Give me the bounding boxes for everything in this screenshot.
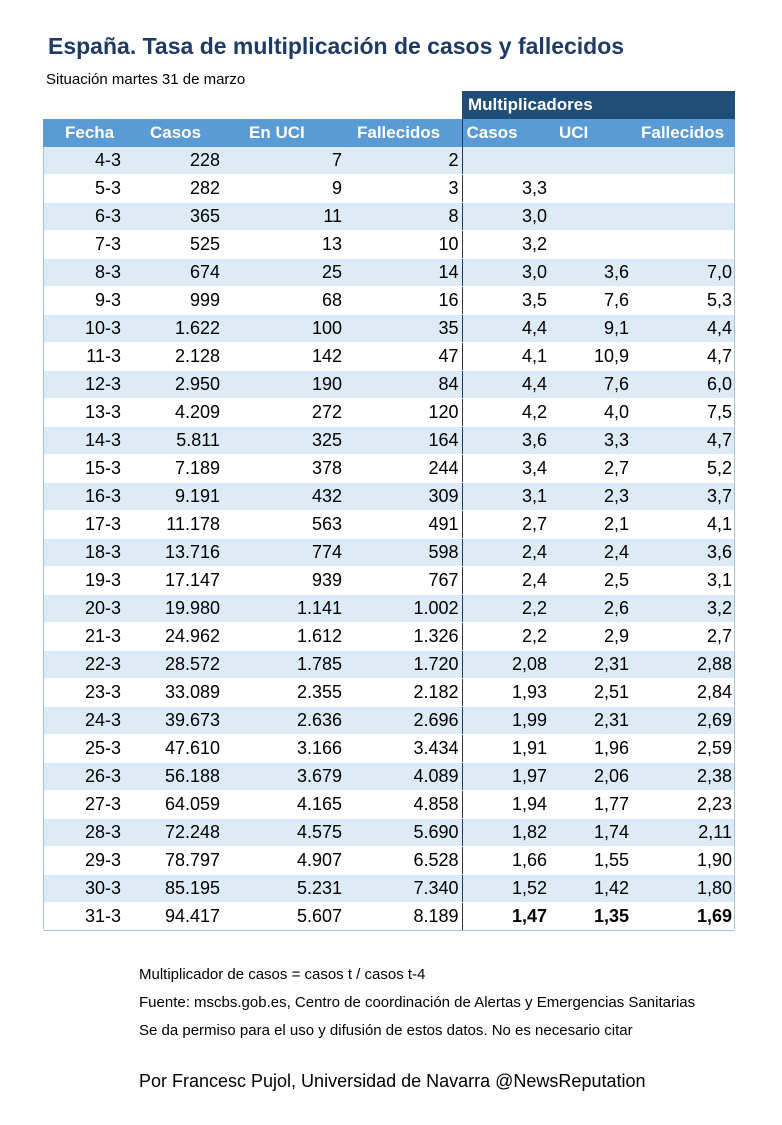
cell-fallecidos: 309 xyxy=(345,483,462,511)
cell-en-uci: 5.607 xyxy=(223,903,345,931)
cell-casos: 4.209 xyxy=(126,399,223,427)
cell-casos: 2.950 xyxy=(126,371,223,399)
cell-mult-fallecidos: 4,4 xyxy=(629,315,735,343)
cell-mult-fallecidos: 4,7 xyxy=(629,343,735,371)
cell-en-uci: 939 xyxy=(223,567,345,595)
header-fecha: Fecha xyxy=(43,119,126,147)
table-row xyxy=(43,343,735,371)
cell-casos: 17.147 xyxy=(126,567,223,595)
cell-casos: 28.572 xyxy=(126,651,223,679)
cell-mult-casos: 2,4 xyxy=(462,539,549,567)
cell-mult-casos: 1,47 xyxy=(462,903,549,931)
table-row xyxy=(43,511,735,539)
cell-mult-casos: 1,66 xyxy=(462,847,549,875)
cell-mult-casos: 3,1 xyxy=(462,483,549,511)
cell-mult-uci: 1,77 xyxy=(549,791,629,819)
cell-fecha: 23-3 xyxy=(43,679,126,707)
cell-fecha: 4-3 xyxy=(43,147,126,175)
cell-mult-uci: 1,96 xyxy=(549,735,629,763)
cell-en-uci: 142 xyxy=(223,343,345,371)
cell-mult-fallecidos: 7,5 xyxy=(629,399,735,427)
table-row xyxy=(43,707,735,735)
cell-mult-fallecidos: 3,2 xyxy=(629,595,735,623)
cell-mult-fallecidos: 5,3 xyxy=(629,287,735,315)
cell-en-uci: 4.907 xyxy=(223,847,345,875)
cell-mult-uci: 3,3 xyxy=(549,427,629,455)
cell-fallecidos: 6.528 xyxy=(345,847,462,875)
cell-mult-casos: 2,4 xyxy=(462,567,549,595)
cell-casos: 282 xyxy=(126,175,223,203)
table-row xyxy=(43,567,735,595)
cell-fecha: 14-3 xyxy=(43,427,126,455)
cell-en-uci: 432 xyxy=(223,483,345,511)
cell-en-uci: 11 xyxy=(223,203,345,231)
cell-mult-fallecidos: 2,23 xyxy=(629,791,735,819)
cell-mult-casos: 3,0 xyxy=(462,203,549,231)
cell-mult-uci: 7,6 xyxy=(549,287,629,315)
cell-fecha: 30-3 xyxy=(43,875,126,903)
table-row xyxy=(43,595,735,623)
note-formula: Multiplicador de casos = casos t / casos t-4 xyxy=(139,966,426,983)
cell-mult-casos: 2,7 xyxy=(462,511,549,539)
cell-mult-uci: 3,6 xyxy=(549,259,629,287)
cell-fallecidos: 16 xyxy=(345,287,462,315)
cell-fecha: 25-3 xyxy=(43,735,126,763)
cell-fecha: 11-3 xyxy=(43,343,126,371)
cell-fallecidos: 120 xyxy=(345,399,462,427)
cell-casos: 525 xyxy=(126,231,223,259)
cell-mult-fallecidos: 5,2 xyxy=(629,455,735,483)
cell-mult-uci xyxy=(549,203,629,231)
cell-casos: 39.673 xyxy=(126,707,223,735)
cell-casos: 365 xyxy=(126,203,223,231)
cell-mult-fallecidos: 7,0 xyxy=(629,259,735,287)
cell-casos: 24.962 xyxy=(126,623,223,651)
cell-mult-casos: 1,52 xyxy=(462,875,549,903)
cell-fallecidos: 7.340 xyxy=(345,875,462,903)
cell-fallecidos: 8 xyxy=(345,203,462,231)
cell-mult-fallecidos: 1,80 xyxy=(629,875,735,903)
cell-fallecidos: 244 xyxy=(345,455,462,483)
header-mult-fallecidos: Fallecidos xyxy=(629,119,735,147)
table-header-row xyxy=(43,119,735,147)
cell-mult-uci: 2,9 xyxy=(549,623,629,651)
header-en-uci: En UCI xyxy=(223,119,345,147)
cell-mult-uci: 2,06 xyxy=(549,763,629,791)
table-row xyxy=(43,651,735,679)
cell-mult-casos: 2,2 xyxy=(462,623,549,651)
cell-mult-casos: 2,2 xyxy=(462,595,549,623)
cell-en-uci: 2.355 xyxy=(223,679,345,707)
cell-casos: 7.189 xyxy=(126,455,223,483)
cell-fallecidos: 1.720 xyxy=(345,651,462,679)
cell-en-uci: 25 xyxy=(223,259,345,287)
notes-block xyxy=(139,961,695,1045)
cell-fecha: 12-3 xyxy=(43,371,126,399)
cell-mult-uci: 2,3 xyxy=(549,483,629,511)
cell-fallecidos: 10 xyxy=(345,231,462,259)
table-row xyxy=(43,483,735,511)
cell-mult-uci: 2,4 xyxy=(549,539,629,567)
cell-fecha: 13-3 xyxy=(43,399,126,427)
cell-en-uci: 774 xyxy=(223,539,345,567)
cell-mult-uci: 10,9 xyxy=(549,343,629,371)
cell-en-uci: 5.231 xyxy=(223,875,345,903)
cell-en-uci: 325 xyxy=(223,427,345,455)
cell-mult-casos: 3,0 xyxy=(462,259,549,287)
cell-fallecidos: 35 xyxy=(345,315,462,343)
cell-fecha: 19-3 xyxy=(43,567,126,595)
note-permission: Se da permiso para el uso y difusión de estos datos. No es necesario citar xyxy=(139,1022,633,1039)
cell-mult-uci xyxy=(549,175,629,203)
table-row xyxy=(43,427,735,455)
cell-mult-fallecidos: 2,84 xyxy=(629,679,735,707)
cell-casos: 9.191 xyxy=(126,483,223,511)
cell-mult-casos: 3,6 xyxy=(462,427,549,455)
cell-mult-fallecidos: 3,1 xyxy=(629,567,735,595)
table-left-border xyxy=(43,147,44,929)
cell-mult-fallecidos: 3,7 xyxy=(629,483,735,511)
table-row xyxy=(43,623,735,651)
cell-casos: 5.811 xyxy=(126,427,223,455)
table-row xyxy=(43,763,735,791)
cell-casos: 674 xyxy=(126,259,223,287)
cell-mult-fallecidos: 2,38 xyxy=(629,763,735,791)
cell-mult-casos: 3,3 xyxy=(462,175,549,203)
cell-fallecidos: 4.089 xyxy=(345,763,462,791)
cell-en-uci: 4.165 xyxy=(223,791,345,819)
cell-mult-casos xyxy=(462,147,549,175)
header-casos: Casos xyxy=(126,119,223,147)
table-row xyxy=(43,847,735,875)
cell-fecha: 9-3 xyxy=(43,287,126,315)
cell-fecha: 10-3 xyxy=(43,315,126,343)
cell-en-uci: 272 xyxy=(223,399,345,427)
cell-en-uci: 378 xyxy=(223,455,345,483)
table-row xyxy=(43,399,735,427)
table-row xyxy=(43,539,735,567)
table-row xyxy=(43,819,735,847)
cell-fallecidos: 5.690 xyxy=(345,819,462,847)
cell-mult-fallecidos: 6,0 xyxy=(629,371,735,399)
cell-fallecidos: 767 xyxy=(345,567,462,595)
table-row xyxy=(43,455,735,483)
cell-fecha: 8-3 xyxy=(43,259,126,287)
cell-fecha: 17-3 xyxy=(43,511,126,539)
cell-fecha: 31-3 xyxy=(43,903,126,931)
table-row xyxy=(43,231,735,259)
table-row xyxy=(43,735,735,763)
cell-casos: 33.089 xyxy=(126,679,223,707)
cell-en-uci: 100 xyxy=(223,315,345,343)
cell-en-uci: 563 xyxy=(223,511,345,539)
cell-mult-uci: 1,74 xyxy=(549,819,629,847)
cell-fallecidos: 2.696 xyxy=(345,707,462,735)
cell-en-uci: 13 xyxy=(223,231,345,259)
cell-en-uci: 2.636 xyxy=(223,707,345,735)
cell-mult-fallecidos: 3,6 xyxy=(629,539,735,567)
cell-mult-uci: 1,35 xyxy=(549,903,629,931)
cell-casos: 228 xyxy=(126,147,223,175)
multiplicadores-group-header: Multiplicadores xyxy=(462,91,735,119)
cell-casos: 2.128 xyxy=(126,343,223,371)
cell-casos: 47.610 xyxy=(126,735,223,763)
cell-fecha: 26-3 xyxy=(43,763,126,791)
cell-en-uci: 3.679 xyxy=(223,763,345,791)
cell-fallecidos: 3.434 xyxy=(345,735,462,763)
cell-mult-fallecidos: 1,90 xyxy=(629,847,735,875)
cell-fallecidos: 491 xyxy=(345,511,462,539)
cell-fecha: 28-3 xyxy=(43,819,126,847)
cell-mult-fallecidos: 2,11 xyxy=(629,819,735,847)
header-mult-uci: UCI xyxy=(549,119,629,147)
cell-mult-fallecidos: 2,88 xyxy=(629,651,735,679)
page-subtitle: Situación martes 31 de marzo xyxy=(46,71,246,88)
cell-fallecidos: 47 xyxy=(345,343,462,371)
cell-casos: 94.417 xyxy=(126,903,223,931)
cell-fallecidos: 1.002 xyxy=(345,595,462,623)
table-row xyxy=(43,875,735,903)
page-title: España. Tasa de multiplicación de casos y fallecidos xyxy=(48,33,625,59)
cell-fecha: 15-3 xyxy=(43,455,126,483)
cell-fallecidos: 84 xyxy=(345,371,462,399)
table-body xyxy=(43,147,735,931)
cell-mult-fallecidos: 4,7 xyxy=(629,427,735,455)
cell-fallecidos: 1.326 xyxy=(345,623,462,651)
cell-mult-fallecidos: 2,59 xyxy=(629,735,735,763)
cell-mult-fallecidos: 1,69 xyxy=(629,903,735,931)
cell-en-uci: 68 xyxy=(223,287,345,315)
cell-mult-casos: 2,08 xyxy=(462,651,549,679)
cell-fallecidos: 3 xyxy=(345,175,462,203)
cell-mult-uci: 4,0 xyxy=(549,399,629,427)
cell-mult-casos: 3,5 xyxy=(462,287,549,315)
cell-mult-casos: 1,97 xyxy=(462,763,549,791)
cell-mult-casos: 1,99 xyxy=(462,707,549,735)
table-row xyxy=(43,371,735,399)
cell-casos: 13.716 xyxy=(126,539,223,567)
cell-fecha: 21-3 xyxy=(43,623,126,651)
table-row xyxy=(43,259,735,287)
cell-en-uci: 7 xyxy=(223,147,345,175)
header-mult-casos: Casos xyxy=(462,119,549,147)
cell-mult-uci: 2,6 xyxy=(549,595,629,623)
cell-casos: 1.622 xyxy=(126,315,223,343)
cell-casos: 56.188 xyxy=(126,763,223,791)
table-row xyxy=(43,679,735,707)
cell-mult-casos: 1,91 xyxy=(462,735,549,763)
cell-en-uci: 1.612 xyxy=(223,623,345,651)
cell-mult-casos: 4,4 xyxy=(462,371,549,399)
cell-mult-casos: 4,4 xyxy=(462,315,549,343)
cell-fecha: 16-3 xyxy=(43,483,126,511)
cell-mult-fallecidos xyxy=(629,147,735,175)
cell-mult-uci: 9,1 xyxy=(549,315,629,343)
cell-fallecidos: 8.189 xyxy=(345,903,462,931)
cell-fallecidos: 4.858 xyxy=(345,791,462,819)
table-right-border xyxy=(734,147,735,929)
table-row xyxy=(43,287,735,315)
table-row xyxy=(43,147,735,175)
cell-mult-uci xyxy=(549,147,629,175)
table-row xyxy=(43,203,735,231)
cell-en-uci: 9 xyxy=(223,175,345,203)
cell-en-uci: 190 xyxy=(223,371,345,399)
cell-mult-casos: 3,4 xyxy=(462,455,549,483)
cell-fallecidos: 2 xyxy=(345,147,462,175)
cell-mult-uci: 2,5 xyxy=(549,567,629,595)
cell-fecha: 5-3 xyxy=(43,175,126,203)
cell-fecha: 6-3 xyxy=(43,203,126,231)
data-table xyxy=(43,119,735,931)
cell-fecha: 20-3 xyxy=(43,595,126,623)
table-row xyxy=(43,903,735,931)
cell-en-uci: 3.166 xyxy=(223,735,345,763)
cell-casos: 72.248 xyxy=(126,819,223,847)
cell-mult-fallecidos xyxy=(629,203,735,231)
cell-mult-uci: 7,6 xyxy=(549,371,629,399)
cell-fecha: 7-3 xyxy=(43,231,126,259)
cell-casos: 19.980 xyxy=(126,595,223,623)
cell-casos: 64.059 xyxy=(126,791,223,819)
cell-mult-uci: 1,55 xyxy=(549,847,629,875)
cell-en-uci: 1.785 xyxy=(223,651,345,679)
cell-mult-casos: 3,2 xyxy=(462,231,549,259)
cell-mult-uci: 2,31 xyxy=(549,651,629,679)
cell-mult-casos: 4,1 xyxy=(462,343,549,371)
cell-mult-uci: 1,42 xyxy=(549,875,629,903)
cell-mult-uci: 2,7 xyxy=(549,455,629,483)
cell-fallecidos: 2.182 xyxy=(345,679,462,707)
cell-mult-uci: 2,1 xyxy=(549,511,629,539)
cell-mult-casos: 1,94 xyxy=(462,791,549,819)
cell-en-uci: 1.141 xyxy=(223,595,345,623)
cell-fecha: 24-3 xyxy=(43,707,126,735)
cell-mult-fallecidos xyxy=(629,231,735,259)
cell-fecha: 29-3 xyxy=(43,847,126,875)
cell-en-uci: 4.575 xyxy=(223,819,345,847)
cell-casos: 85.195 xyxy=(126,875,223,903)
cell-casos: 78.797 xyxy=(126,847,223,875)
cell-mult-casos: 4,2 xyxy=(462,399,549,427)
cell-casos: 999 xyxy=(126,287,223,315)
cell-mult-casos: 1,82 xyxy=(462,819,549,847)
cell-fecha: 27-3 xyxy=(43,791,126,819)
cell-mult-uci xyxy=(549,231,629,259)
cell-mult-uci: 2,51 xyxy=(549,679,629,707)
cell-fecha: 18-3 xyxy=(43,539,126,567)
cell-mult-fallecidos: 4,1 xyxy=(629,511,735,539)
table-row xyxy=(43,315,735,343)
author-credit: Por Francesc Pujol, Universidad de Navarra @NewsReputation xyxy=(139,1071,646,1091)
cell-mult-fallecidos: 2,69 xyxy=(629,707,735,735)
cell-mult-uci: 2,31 xyxy=(549,707,629,735)
table-row xyxy=(43,791,735,819)
cell-fallecidos: 164 xyxy=(345,427,462,455)
cell-mult-fallecidos xyxy=(629,175,735,203)
header-fallecidos: Fallecidos xyxy=(345,119,462,147)
cell-fecha: 22-3 xyxy=(43,651,126,679)
cell-mult-casos: 1,93 xyxy=(462,679,549,707)
cell-fallecidos: 598 xyxy=(345,539,462,567)
cell-casos: 11.178 xyxy=(126,511,223,539)
table-row xyxy=(43,175,735,203)
cell-mult-fallecidos: 2,7 xyxy=(629,623,735,651)
cell-fallecidos: 14 xyxy=(345,259,462,287)
note-source: Fuente: mscbs.gob.es, Centro de coordinación de Alertas y Emergencias Sanitarias xyxy=(139,994,696,1011)
